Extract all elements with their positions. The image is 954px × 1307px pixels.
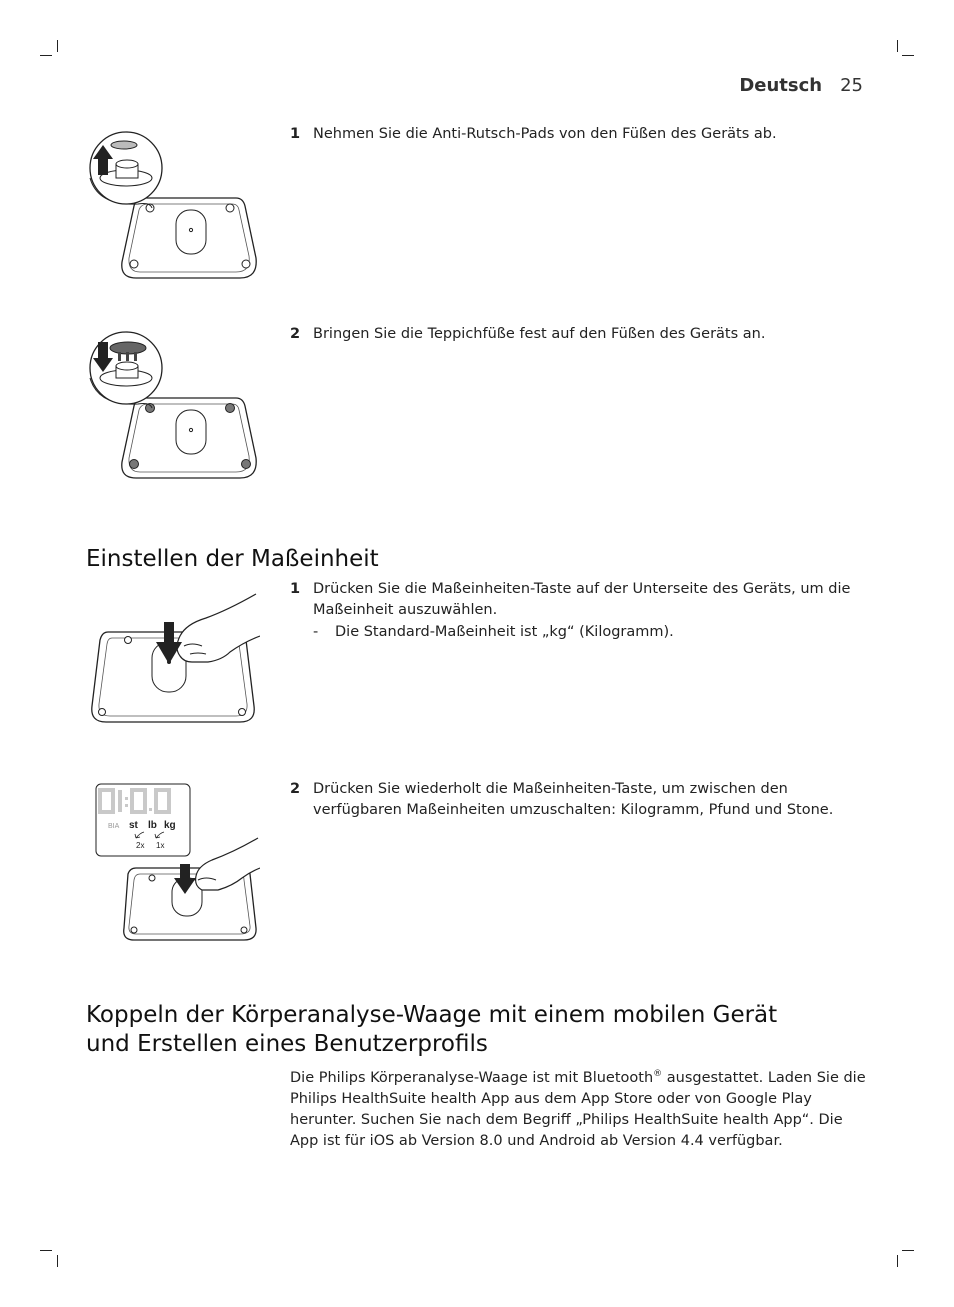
registered-mark: ®	[653, 1069, 663, 1079]
crop-mark-tl-h	[40, 55, 52, 56]
paragraph-part-2: ausgestattet. Laden Sie die Philips HealthSuite health App aus dem App Store oder von Google Play herunter. Suchen Sie nach dem Begriff „Philips HealthSuite health App“. Die App ist für iOS ab Version 8.0 und Android ab Version 4.4 verfügbar.	[290, 1069, 866, 1149]
display-bia-label: BIA	[108, 823, 120, 830]
header-language: Deutsch	[739, 75, 823, 96]
step-text: Drücken Sie wiederholt die Maßeinheiten-Taste, um zwischen den verfügbaren Maßeinheiten umzuschalten: Kilogramm, Pfund und Stone.	[313, 781, 834, 818]
display-unit-st: st	[129, 820, 138, 831]
figure-press-unit-button	[88, 590, 260, 724]
heading-line-2: und Erstellen eines Benutzerprofils	[86, 1031, 488, 1057]
crop-mark-br-h	[902, 1250, 914, 1251]
scale-bottom-illustration	[88, 328, 260, 484]
crop-mark-br-v	[897, 1255, 898, 1267]
sub-item-text: Die Standard-Maßeinheit ist „kg“ (Kilogramm).	[335, 624, 674, 640]
step-remove-pads	[290, 124, 870, 145]
page-number: 25	[840, 75, 863, 96]
figure-remove-pads	[88, 128, 260, 284]
section-heading-units: Einstellen der Maßeinheit	[86, 546, 379, 572]
step-number: 2	[290, 781, 301, 797]
pairing-paragraph	[290, 1064, 875, 1152]
display-unit-lb: lb	[148, 820, 157, 831]
press-count-2x: 2x	[136, 841, 145, 850]
scale-unit-button-illustration	[88, 590, 260, 724]
step-text: Nehmen Sie die Anti-Rutsch-Pads von den Füßen des Geräts ab.	[313, 126, 777, 142]
scale-bottom-illustration	[88, 128, 260, 284]
step-attach-carpet-feet	[290, 324, 870, 345]
step-text: Bringen Sie die Teppichfüße fest auf den Füßen des Geräts an.	[313, 326, 766, 342]
display-unit-kg: kg	[164, 820, 176, 831]
step-number: 2	[290, 326, 301, 342]
figure-toggle-units	[94, 782, 260, 942]
crop-mark-bl-h	[40, 1250, 52, 1251]
step-text: Drücken Sie die Maßeinheiten-Taste auf der Unterseite des Geräts, um die Maßeinheit auszuwählen.	[313, 581, 851, 618]
crop-mark-tr-h	[902, 55, 914, 56]
list-dash: -	[313, 624, 319, 640]
figure-attach-carpet-feet	[88, 328, 260, 484]
page-header	[739, 75, 863, 96]
step-number: 1	[290, 126, 301, 142]
sub-item-default-unit	[313, 622, 863, 643]
step-number: 1	[290, 581, 301, 597]
heading-line-1: Koppeln der Körperanalyse-Waage mit einem mobilen Gerät	[86, 1002, 778, 1028]
step-press-unit-button	[290, 579, 870, 621]
crop-mark-tr-v	[897, 40, 898, 52]
step-toggle-units	[290, 779, 870, 821]
press-count-1x: 1x	[156, 841, 165, 850]
crop-mark-bl-v	[57, 1255, 58, 1267]
scale-display-illustration	[94, 782, 260, 942]
paragraph-part-1: Die Philips Körperanalyse-Waage ist mit Bluetooth	[290, 1069, 654, 1086]
crop-mark-tl-v	[57, 40, 58, 52]
section-heading-pairing	[86, 1001, 886, 1059]
